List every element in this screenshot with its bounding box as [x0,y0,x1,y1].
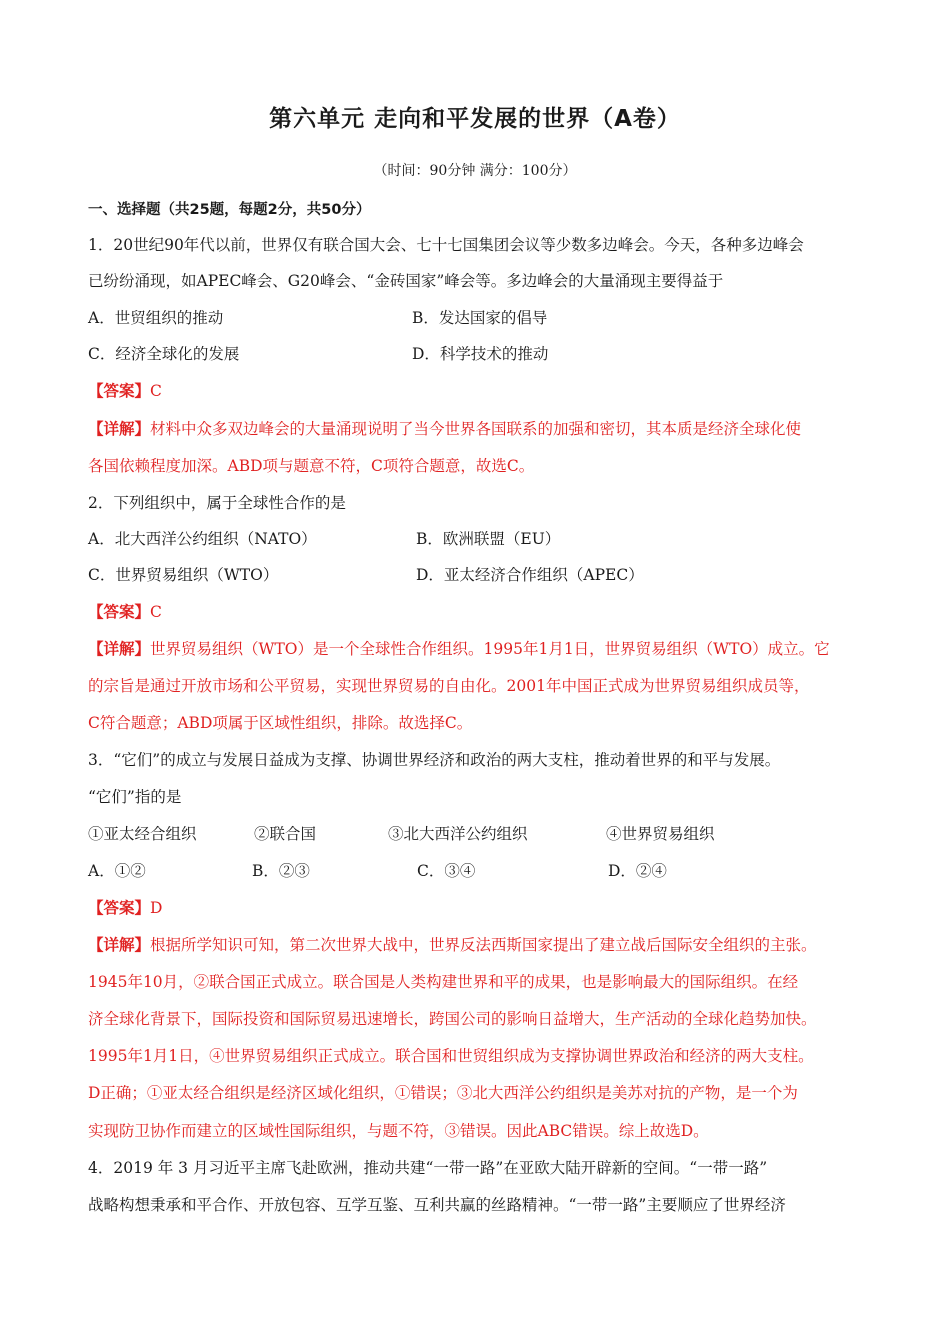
q3-option-a: A．①② [88,862,146,880]
q3-stem-line2: “它们”指的是 [88,788,182,806]
q3-option-b: B．②③ [252,862,310,880]
detail-tag: 【详解】 [88,640,151,658]
q2-option-b: B．欧洲联盟（EU） [416,530,561,548]
detail-tag: 【详解】 [88,936,151,954]
answer-value: C [150,603,162,621]
q1-option-c: C．经济全球化的发展 [88,345,240,363]
answer-tag: 【答案】 [88,603,151,621]
q2-option-a: A．北大西洋公约组织（NATO） [88,530,317,548]
q1-stem-line1: 1．20世纪90年代以前，世界仅有联合国大会、七十七国集团会议等少数多边峰会。今天，各种多边峰会 [88,236,804,254]
q3-item-4: ④世界贸易组织 [606,825,715,843]
q1-option-b: B．发达国家的倡导 [412,309,548,327]
answer-value: C [150,382,162,400]
q1-answer [88,381,162,401]
detail-text: 材料中众多双边峰会的大量涌现说明 [150,420,399,438]
q3-detail-line6: 实现防卫协作而建立的区域性国际组织，与题不符，③错误。因此ABC错误。综上故选D。 [88,1122,709,1140]
q3-detail-line5: D正确；①亚太经合组织是经济区域化组织，①错误；③北大西洋公约组织是美苏对抗的产物，是一个为 [88,1084,798,1102]
q1-option-a: A．世贸组织的推动 [88,309,224,327]
detail-text: 根据所学知识可知， [150,936,290,954]
q2-stem: 2．下列组织中，属于全球性合作的是 [88,494,346,512]
q3-option-d: D．②④ [608,862,667,880]
answer-value: D [150,899,163,917]
q1-stem-line2: 已纷纷涌现，如APEC峰会、G20峰会、“金砖国家”峰会等。多边峰会的大量涌现主要得益于 [88,272,724,290]
detail-text: 第二次世界大战中，世界反法西斯国家提出了建立战后国际安全组织的主张。 [289,936,817,954]
section-heading: 一、选择题（共25题，每题2分，共50分） [88,202,371,218]
q2-detail-line2: 的宗旨是通过开放市场和公平贸易，实现世界贸易的自由化。2001年中国正式成为世界贸易组织成员等， [88,677,810,695]
detail-tag: 【详解】 [88,420,151,438]
q4-stem-line2: 战略构想秉承和平合作、开放包容、互学互鉴、互利共赢的丝路精神。“一带一路”主要顺应了世界经济 [88,1196,786,1214]
q2-option-d: D．亚太经济合作组织（APEC） [416,566,644,584]
q3-item-3: ③北大西洋公约组织 [388,825,528,843]
answer-tag: 【答案】 [88,899,151,917]
detail-text: 了当今世界各国联系的加强和密切，其本质是经济全球化使 [398,420,802,438]
q3-item-2: ②联合国 [254,825,317,843]
q3-detail-line1 [88,935,817,955]
page-title: 第六单元 走向和平发展的世界（A卷） [269,106,681,132]
detail-text: 世界 [150,640,182,658]
q1-option-d: D．科学技术的推动 [412,345,549,363]
q3-detail-line2: 1945年10月，②联合国正式成立。联合国是人类构建世界和平的成果，也是影响最大的国际组织。在经 [88,973,799,991]
detail-text: 贸易组织（WTO）是一个全球性合作组织。1995年1月1日，世界贸易组织（WTO）成立。它 [181,640,830,658]
q4-stem-line1: 4．2019 年 3 月习近平主席飞赴欧洲，推动共建“一带一路”在亚欧大陆开辟新的空间。“一带一路” [88,1159,768,1177]
q3-detail-line3: 济全球化背景下，国际投资和国际贸易迅速增长，跨国公司的影响日益增大，生产活动的全球化趋势加快。 [88,1010,817,1028]
q3-detail-line4: 1995年1月1日，④世界贸易组织正式成立。联合国和世贸组织成为支撑协调世界政治和经济的两大支柱。 [88,1047,814,1065]
q2-option-c: C．世界贸易组织（WTO） [88,566,279,584]
q2-answer [88,602,162,622]
q3-item-1: ①亚太经合组织 [88,825,197,843]
answer-tag: 【答案】 [88,382,151,400]
q2-detail-line3: C符合题意；ABD项属于区域性组织，排除。故选择C。 [88,714,473,732]
q3-answer [88,898,162,918]
exam-info: （时间：90分钟 满分：100分） [373,163,577,179]
q1-detail-line2: 各国依赖程度加深。ABD项与题意不符，C项符合题意，故选C。 [88,457,535,475]
q2-detail-line1 [88,639,830,659]
q1-detail-line1 [88,419,801,439]
q3-option-c: C．③④ [417,862,476,880]
q3-stem-line1: 3．“它们”的成立与发展日益成为支撑、协调世界经济和政治的两大支柱，推动着世界的和平与发展。 [88,751,781,769]
